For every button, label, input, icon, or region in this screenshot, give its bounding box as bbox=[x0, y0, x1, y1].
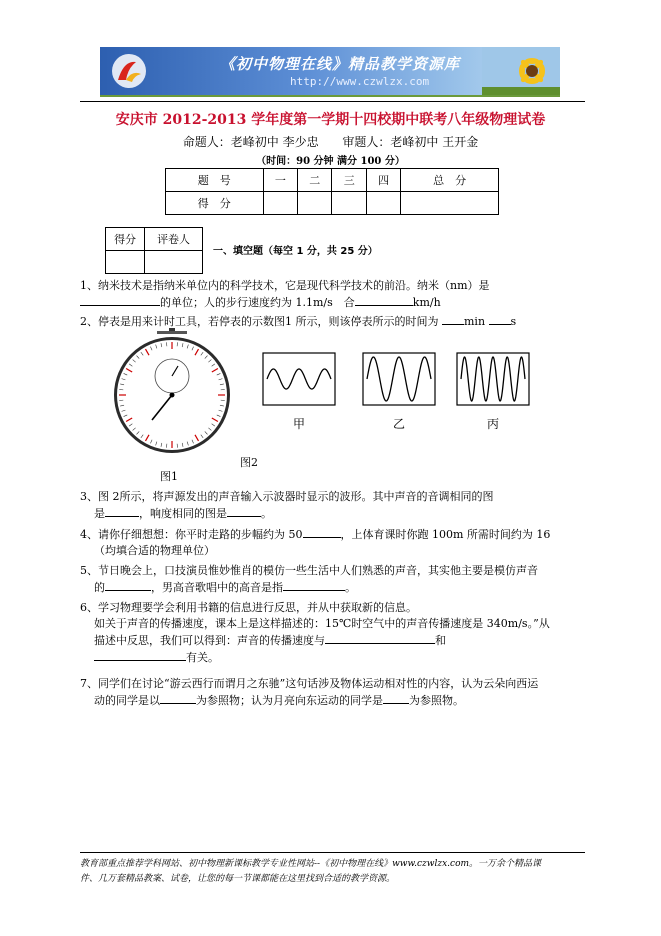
score-cell[interactable] bbox=[366, 192, 400, 215]
figure-2-label: 图2 bbox=[240, 456, 258, 469]
answer-blank[interactable] bbox=[283, 579, 345, 591]
answer-blank[interactable] bbox=[303, 526, 341, 538]
page-footer bbox=[80, 852, 585, 887]
site-banner bbox=[100, 47, 560, 97]
score-cell[interactable] bbox=[332, 192, 366, 215]
score-cell[interactable] bbox=[263, 192, 297, 215]
answer-blank[interactable] bbox=[355, 294, 413, 306]
answer-blank[interactable] bbox=[325, 632, 435, 644]
site-logo-icon bbox=[110, 52, 148, 90]
footer-line-2: 件、几万套精品教案、试卷，让您的每一节课都能在这里找到合适的教学资源。 bbox=[80, 874, 396, 884]
answer-blank[interactable] bbox=[105, 505, 139, 517]
question-2: 2、停表是用来计时工具，若停表的示数图1 所示，则该停表所示的时间为 min s bbox=[80, 315, 517, 328]
exam-timing: （时间：90 分钟 满分 100 分） bbox=[256, 156, 405, 167]
sunflower-icon bbox=[482, 47, 560, 95]
answer-blank[interactable] bbox=[105, 579, 151, 591]
score-row-label: 得 分 bbox=[166, 192, 264, 215]
wave-label-jia: 甲 bbox=[293, 417, 306, 431]
question-6: 6、学习物理要学会利用书籍的信息进行反思，并从中获取新的信息。 如关于声音的传播速度，课本上是这样描述的：15℃时空气中的声音传播速度是 340m/s。”从 描述中反思，我们可以得到：声音的传播速度与 和 有关。 bbox=[80, 601, 550, 664]
answer-blank[interactable] bbox=[227, 505, 261, 517]
score-header-cell: 三 bbox=[332, 169, 366, 192]
footer-line-1: 教育部重点推荐学科网站、初中物理新课标教学专业性网站--《初中物理在线》www.czwlzx.com。一万余个精品课 bbox=[80, 859, 542, 869]
score-header-cell: 二 bbox=[298, 169, 332, 192]
score-table bbox=[165, 168, 499, 215]
answer-blank[interactable] bbox=[442, 313, 464, 325]
reviewer: 审题人：老峰初中 王开金 bbox=[342, 135, 479, 149]
score-header-cell: 四 bbox=[366, 169, 400, 192]
answer-blank[interactable] bbox=[489, 313, 511, 325]
answer-blank[interactable] bbox=[160, 692, 196, 704]
banner-url[interactable]: http://www.czwlzx.com bbox=[290, 75, 430, 88]
question-1: 1、纳米技术是指纳米单位内的科学技术，它是现代科学技术的前沿。纳米（nm）是 的单位；人的步行速度约为 1.1m/s 合 km/h bbox=[80, 279, 490, 309]
oscilloscope-waves-figure bbox=[262, 352, 538, 438]
question-5: 5、节日晚会上，口技演员惟妙惟肖的模仿一些生活中人们熟悉的声音，其实他主要是模仿声音 的 ，男高音歌唱中的高音是指 。 bbox=[80, 564, 538, 594]
score-header-cell: 题 号 bbox=[166, 169, 264, 192]
question-3: 3、图 2所示，将声源发出的声音输入示波器时显示的波形。其中声音的音调相同的图 是 ，响度相同的图是 。 bbox=[80, 490, 494, 520]
grader-name-cell[interactable] bbox=[145, 251, 203, 274]
figure-1-label: 图1 bbox=[160, 470, 178, 483]
score-header-cell: 一 bbox=[263, 169, 297, 192]
grader-score-cell[interactable] bbox=[106, 251, 145, 274]
answer-blank[interactable] bbox=[80, 294, 160, 306]
wave-label-yi: 乙 bbox=[393, 417, 406, 431]
exam-title: 安庆市 2012-2013 学年度第一学期十四校期中联考八年级物理试卷 bbox=[115, 112, 546, 128]
answer-blank[interactable] bbox=[383, 692, 409, 704]
score-header-cell: 总 分 bbox=[401, 169, 499, 192]
grader-score-label: 得分 bbox=[106, 228, 145, 251]
banner-title: 《初中物理在线》精品教学资源库 bbox=[220, 55, 461, 73]
header-rule bbox=[80, 101, 585, 102]
authors-line bbox=[0, 133, 661, 150]
question-4: 4、请你仔细想想：你平时走路的步幅约为 50 ，上体育课时你跑 100m 所需时间约为 16 （均填合适的物理单位） bbox=[80, 528, 551, 557]
section-heading: 一、填空题（每空 1 分，共 25 分） bbox=[213, 246, 378, 257]
grader-table bbox=[105, 227, 203, 274]
question-7: 7、同学们在讨论“游云西行而谓月之东驰”这句话涉及物体运动相对性的内容，认为云朵向西运 动的同学是以 为参照物；认为月亮向东运动的同学是 为参照物。 bbox=[80, 677, 539, 707]
author: 命题人：老峰初中 李少忠 bbox=[182, 135, 319, 149]
score-cell[interactable] bbox=[298, 192, 332, 215]
stopwatch-figure bbox=[111, 328, 233, 456]
wave-label-bing: 丙 bbox=[487, 417, 500, 431]
answer-blank[interactable] bbox=[94, 649, 186, 661]
grader-name-label: 评卷人 bbox=[145, 228, 203, 251]
score-cell[interactable] bbox=[401, 192, 499, 215]
